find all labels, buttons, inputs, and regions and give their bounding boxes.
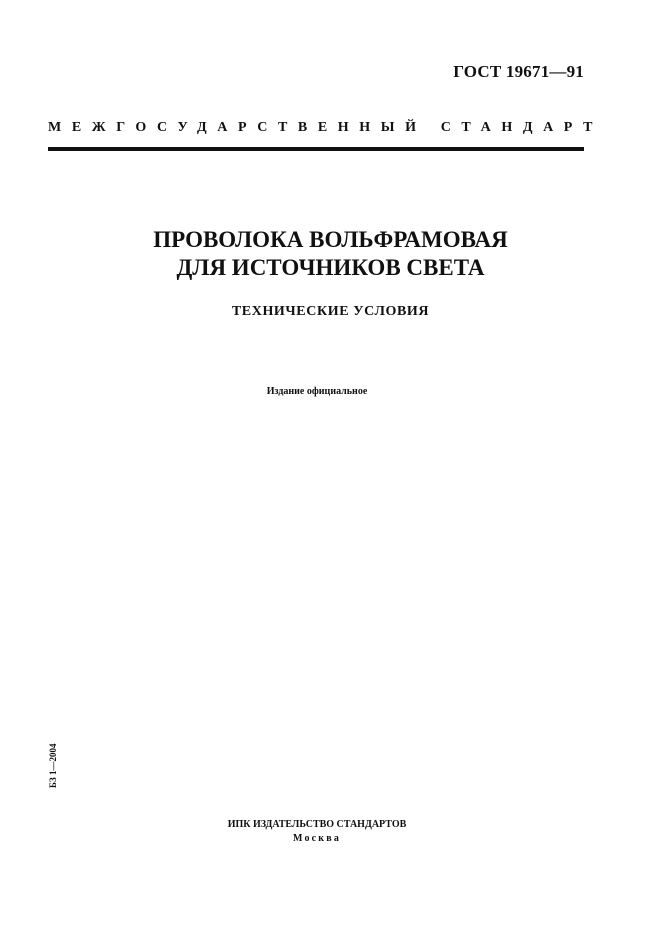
publisher-city: Москва xyxy=(292,833,342,844)
publisher-block xyxy=(0,818,634,846)
header-divider xyxy=(48,147,584,151)
title-line-2: ДЛЯ ИСТОЧНИКОВ СВЕТА xyxy=(176,255,485,280)
gost-number: ГОСТ 19671—91 xyxy=(453,62,584,81)
document-title xyxy=(0,226,661,282)
title-line-1: ПРОВОЛОКА ВОЛЬФРАМОВАЯ xyxy=(153,227,508,252)
edition-note: Издание официальное xyxy=(266,386,368,397)
publisher-name: ИПК ИЗДАТЕЛЬСТВО СТАНДАРТОВ xyxy=(227,819,407,830)
side-code: БЗ 1—2004 xyxy=(48,743,58,788)
standard-type-heading: МЕЖГОСУДАРСТВЕННЫЙ СТАНДАРТ xyxy=(48,120,604,135)
document-subtitle: ТЕХНИЧЕСКИЕ УСЛОВИЯ xyxy=(231,304,430,319)
